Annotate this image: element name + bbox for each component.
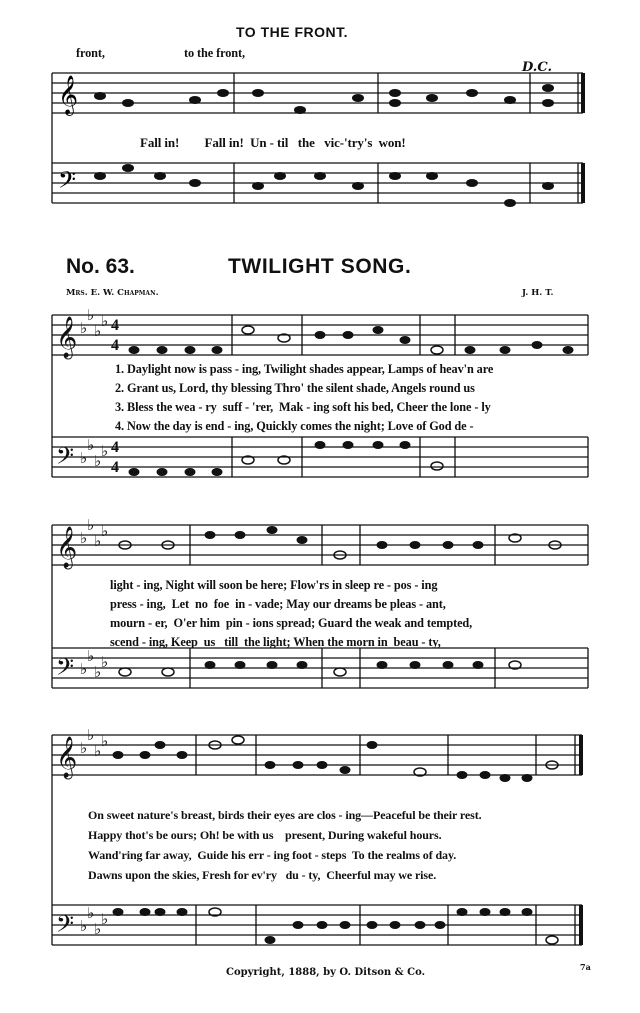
svg-text:♭: ♭ [80, 529, 88, 547]
svg-text:♭: ♭ [101, 732, 109, 750]
lyricist-credit: Mrs. E. W. Chapman. [66, 288, 159, 298]
svg-text:♭: ♭ [87, 726, 95, 744]
svg-text:4: 4 [111, 337, 119, 354]
svg-text:𝄞: 𝄞 [56, 527, 78, 568]
svg-text:♭: ♭ [87, 436, 95, 454]
running-title: TO THE FRONT. [236, 24, 349, 40]
svg-text:𝄞: 𝄞 [58, 75, 79, 115]
svg-text:♭: ♭ [80, 449, 88, 467]
svg-text:♭: ♭ [94, 920, 102, 938]
verse-3-line-1: 3. Bless the wea - ry suff - 'rer, Mak - ing soft his bed, Cheer the lone - ly [115, 400, 491, 414]
svg-text:♭: ♭ [94, 663, 102, 681]
svg-text:♭: ♭ [101, 653, 109, 671]
svg-text:♭: ♭ [94, 532, 102, 550]
svg-text:♭: ♭ [87, 647, 95, 665]
lyric-above-to-the-front: to the front, [184, 46, 245, 60]
verse-1-line-1: 1. Daylight now is pass - ing, Twilight shades appear, Lamps of heav'n are [115, 362, 494, 376]
verse-2-line-2: press - ing, Let no foe in - vade; May our dreams be pleas - ant, [110, 597, 446, 611]
lyric-above-front: front, [76, 46, 105, 60]
verse-3-line-3: Wand'ring far away, Guide his err - ing foot - steps To the realms of day. [88, 848, 457, 862]
svg-text:𝄢: 𝄢 [58, 166, 77, 199]
page-mark: 7a [580, 962, 591, 972]
svg-text:𝄞: 𝄞 [56, 737, 78, 778]
verse-1-line-2: light - ing, Night will soon be here; Flow'rs in sleep re - pos - ing [110, 578, 438, 592]
svg-text:♭: ♭ [87, 516, 95, 534]
svg-text:𝄢: 𝄢 [56, 653, 75, 686]
svg-text:♭: ♭ [80, 917, 88, 935]
svg-text:♭: ♭ [80, 739, 88, 757]
svg-text:4: 4 [111, 439, 119, 456]
composer-credit: J. H. T. [522, 288, 554, 298]
svg-text:♭: ♭ [87, 306, 95, 324]
verse-3-line-2: mourn - er, O'er him pin - ions spread; Guard the weak and tempted, [110, 616, 473, 630]
svg-text:𝄢: 𝄢 [56, 442, 75, 475]
svg-text:♭: ♭ [94, 452, 102, 470]
svg-text:♭: ♭ [101, 522, 109, 540]
verse-1-line-3: On sweet nature's breast, birds their eyes are clos - ing—Peaceful be their rest. [88, 808, 482, 822]
svg-text:♭: ♭ [101, 442, 109, 460]
verse-4-line-1: 4. Now the day is end - ing, Quickly comes the night; Love of God de - [115, 419, 474, 433]
verse-2-line-3: Happy thot's be ours; Oh! be with us present, During wakeful hours. [88, 828, 442, 842]
verse-2-line-1: 2. Grant us, Lord, thy blessing Thro' the silent shade, Angels round us [115, 381, 475, 395]
svg-text:♭: ♭ [94, 742, 102, 760]
svg-text:♭: ♭ [94, 322, 102, 340]
svg-text:♭: ♭ [80, 319, 88, 337]
top-lyric-line: Fall in! Fall in! Un - til the vic-'try's won! [140, 135, 406, 150]
hymn-number: No. 63. [66, 255, 135, 278]
svg-text:4: 4 [111, 317, 119, 334]
copyright-notice: Copyright, 1888, by O. Ditson & Co. [226, 967, 426, 978]
svg-text:4: 4 [111, 459, 119, 476]
svg-text:♭: ♭ [101, 910, 109, 928]
verse-4-line-2: scend - ing, Keep us till the light; When the morn in beau - ty, [110, 635, 441, 649]
svg-text:𝄢: 𝄢 [56, 910, 75, 943]
svg-text:♭: ♭ [87, 904, 95, 922]
dc-mark: D.C. [522, 60, 552, 75]
verse-4-line-3: Dawns upon the skies, Fresh for ev'ry du - ty, Cheerful may we rise. [88, 868, 437, 882]
svg-text:♭: ♭ [101, 312, 109, 330]
top-staff-system [0, 0, 640, 220]
svg-text:𝄞: 𝄞 [56, 317, 78, 358]
svg-text:♭: ♭ [80, 660, 88, 678]
hymn-title: TWILIGHT SONG. [228, 255, 412, 278]
